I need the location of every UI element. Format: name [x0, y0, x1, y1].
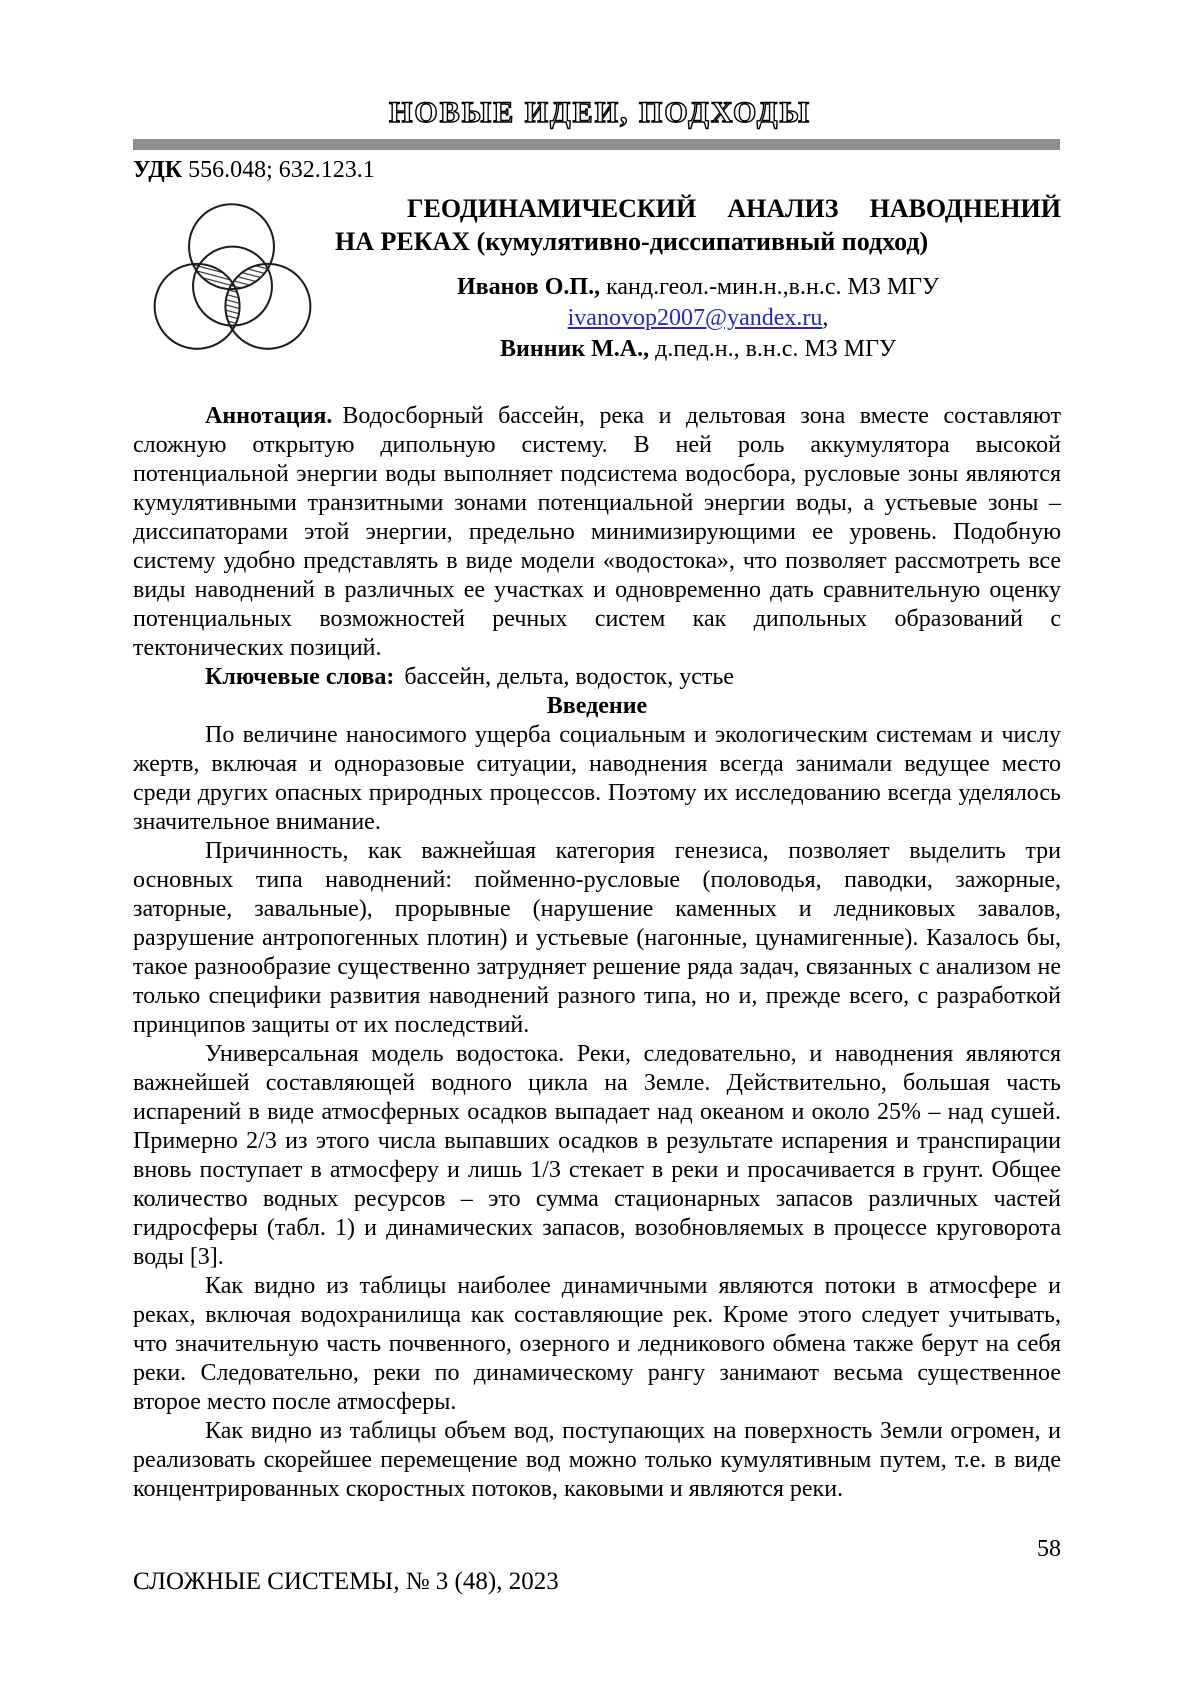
journal-section-header: НОВЫЕ ИДЕИ, ПОДХОДЫ: [389, 96, 811, 129]
header-divider-rule: [133, 139, 1060, 150]
author-name: Иванов О.П.,: [456, 274, 601, 300]
authors-block: [335, 272, 1061, 365]
udk-value: 556.048; 632.123.1: [188, 157, 375, 183]
keywords-label: Ключевые слова:: [205, 664, 395, 690]
body-paragraph: Причинность, как важнейшая категория генезиса, позволяет выделить три основных типа наводнений: пойменно-русловые (половодья, паводки, зажорные, заторные, завальные), прорывные (нарушение каменных и ледниковых завалов, разрушение антропогенных плотин) и устьевые (нагонные, цунамигенные). Казалось бы, такое разнообразие существенно затрудняет решение ряда задач, связанных с анализом не только специфики развития наводнений разного типа, но и, прежде всего, с разработкой принципов защиты от их последствий.: [133, 838, 1061, 1038]
intro-section-heading: Введение: [546, 693, 648, 719]
keywords-text: бассейн, дельта, водосток, устье: [404, 664, 734, 690]
journal-footer: СЛОЖНЫЕ СИСТЕМЫ, № 3 (48), 2023: [133, 1568, 559, 1595]
article-title-line1: [335, 192, 1061, 225]
keywords-line: [133, 663, 1061, 692]
author-name: Винник М.А.,: [500, 336, 650, 362]
page-number: 58: [1037, 1536, 1061, 1562]
body-paragraph: Универсальная модель водостока. Реки, следовательно, и наводнения являются важнейшей составляющей водного цикла на Земле. Действительно, большая часть испарений в виде атмосферных осадков выпадает над океаном и около 25% – над сушей. Примерно 2/3 из этого числа выпавших осадков в результате испарения и транспирации вновь поступает в атмосферу и лишь 1/3 стекает в реки и просачивается в грунт. Общее количество водных ресурсов – это сумма стационарных запасов различных частей гидросферы (табл. 1) и динамических запасов, возобновляемых в процессе круговорота воды [3].: [133, 1041, 1061, 1270]
article-body: [133, 402, 1061, 1504]
abstract-paragraph: [133, 402, 1061, 663]
udk-label: УДК: [133, 157, 183, 183]
title-word: АНАЛИЗ: [727, 194, 839, 223]
article-title-line2: НА РЕКАХ (кумулятивно-диссипативный подход): [335, 227, 929, 256]
overlapping-circles-logo-icon: [143, 186, 321, 366]
title-word: НАВОДНЕНИЙ: [869, 194, 1061, 223]
author-email-link[interactable]: ivanovop2007@yandex.ru: [567, 305, 823, 331]
body-paragraph: По величине наносимого ущерба социальным и экологическим системам и числу жертв, включая и одноразовые ситуации, наводнения всегда занимали ведущее место среди других опасных природных процессов. Поэтому их исследованию всегда уделялось значительное внимание.: [133, 722, 1061, 835]
email-suffix: ,: [822, 305, 829, 331]
body-paragraph: Как видно из таблицы наиболее динамичными являются потоки в атмосфере и реках, включая водохранилища как составляющие рек. Кроме этого следует учитывать, что значительную часть почвенного, озерного и ледникового обмена также берут на себя реки. Следовательно, реки по динамическому рангу занимают весьма существенное второе место после атмосферы.: [133, 1273, 1061, 1415]
author-line: [335, 334, 1061, 365]
body-paragraph: Как видно из таблицы объем вод, поступающих на поверхность Земли огромен, и реализовать скорейшее перемещение вод можно только кумулятивным путем, т.е. в виде концентрированных скоростных потоков, каковыми и являются реки.: [133, 1418, 1061, 1502]
author-degrees: д.пед.н., в.н.с. МЗ МГУ: [655, 336, 896, 362]
article-title: [335, 192, 1061, 258]
udk-line: [133, 157, 375, 184]
author-line: [335, 272, 1061, 303]
author-email-line: [335, 303, 1061, 334]
abstract-label: Аннотация.: [205, 403, 333, 429]
title-word: ГЕОДИНАМИЧЕСКИЙ: [407, 194, 697, 223]
author-degrees: канд.геол.-мин.н.,в.н.с. МЗ МГУ: [606, 274, 940, 300]
abstract-text: Водосборный бассейн, река и дельтовая зона вместе составляют сложную открытую дипольную систему. В ней роль аккумулятора высокой потенциальной энергии воды выполняет подсистема водосбора, русловые зоны являются кумулятивными транзитными зонами потенциальной энергии воды, а устьевые зоны – диссипаторами этой энергии, предельно минимизирующими ее уровень. Подобную систему удобно представлять в виде модели «водостока», что позволяет рассмотреть все виды наводнений в различных ее участках и одновременно дать сравнительную оценку потенциальных возможностей речных систем как дипольных образований с тектонических позиций.: [133, 403, 1061, 661]
